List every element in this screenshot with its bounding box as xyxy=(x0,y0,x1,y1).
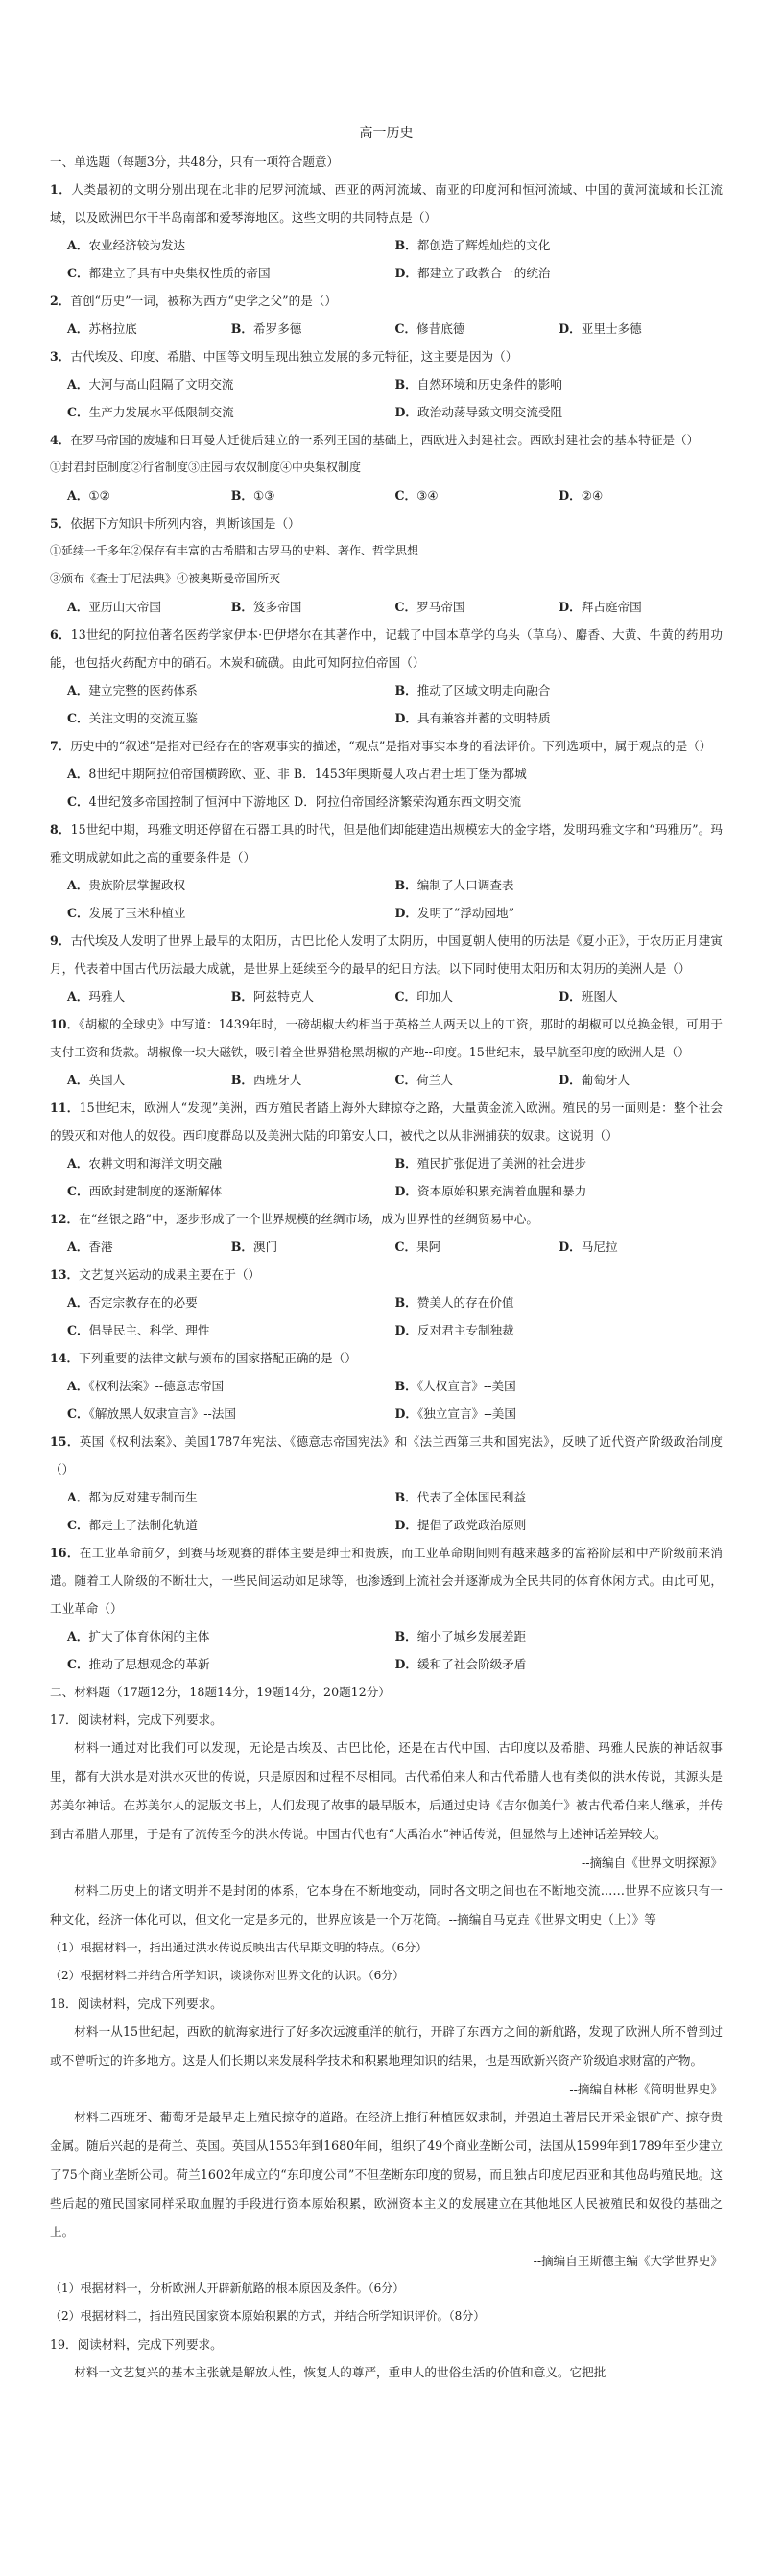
option-list xyxy=(50,315,723,343)
answer-option xyxy=(395,231,724,259)
option-letter: D． xyxy=(559,321,582,336)
q18-requirement-2: （2）根据材料二，指出殖民国家资本原始积累的方式，并结合所学知识评价。（8分） xyxy=(50,2309,486,2323)
answer-option xyxy=(67,676,395,704)
option-text: ②④ xyxy=(581,488,604,503)
answer-option xyxy=(395,871,724,899)
option-letter: B． xyxy=(394,1379,417,1393)
answer-option xyxy=(67,259,395,287)
option-text: 阿兹特克人 xyxy=(253,989,314,1004)
option-letter: B． xyxy=(394,878,417,892)
answer-option xyxy=(395,1066,559,1094)
answer-option xyxy=(67,899,395,927)
answer-option xyxy=(395,704,724,732)
option-text: 都建立了具有中央集权性质的帝国 xyxy=(88,266,271,280)
option-letter: A． xyxy=(67,989,89,1004)
option-text: 反对君主专制独裁 xyxy=(417,1323,514,1337)
q18-heading: 18．阅读材料，完成下列要求。 xyxy=(50,1997,223,2011)
option-letter: D． xyxy=(394,405,418,419)
question-stem xyxy=(50,343,723,370)
option-letter: B． xyxy=(394,1295,417,1310)
option-list xyxy=(50,1483,723,1539)
option-letter: B． xyxy=(230,1240,253,1254)
option-letter: A． xyxy=(67,1379,89,1393)
question-number: 12． xyxy=(50,1212,80,1226)
question-19 xyxy=(50,2330,723,2387)
answer-option xyxy=(559,593,723,621)
answer-option xyxy=(395,982,559,1010)
question-text: 在工业革命前夕，到赛马场观赛的群体主要是绅士和贵族，而工业革命期间则有越来越多的富裕阶层和中产阶级前来消遣。随着工人阶级的不断壮大，一些民间运动如足球等，也渗透到上流社会并逐渐成为全民共同的体育休闲方式。由此可见，工业革命（） xyxy=(50,1546,724,1616)
option-text: 殖民扩张促进了美洲的社会进步 xyxy=(416,1156,587,1170)
option-letter: A． xyxy=(67,321,89,336)
option-letter: D． xyxy=(559,600,582,614)
question-stem xyxy=(50,1010,723,1066)
answer-option xyxy=(559,1066,723,1094)
option-list xyxy=(50,593,723,621)
option-text: 《解放黑人奴隶宣言》--法国 xyxy=(88,1406,236,1421)
option-list xyxy=(50,871,723,927)
option-text: 香港 xyxy=(88,1240,113,1254)
option-list xyxy=(50,482,723,509)
option-list xyxy=(50,1372,723,1428)
answer-option xyxy=(67,1066,231,1094)
option-letter: B． xyxy=(230,600,253,614)
answer-option xyxy=(67,1372,395,1400)
option-text: ③④ xyxy=(416,488,439,503)
question-text: 15世纪末，欧洲人“发现”美洲，西方殖民者踏上海外大肆掠夺之路，大量黄金流入欧洲。殖民的另一面则是：整个社会的毁灭和对他人的奴役。西印度群岛以及美洲大陆的印第安人口，被代之以从非洲捕获的奴隶。这说明（） xyxy=(50,1100,723,1143)
question-number: 14． xyxy=(50,1351,80,1365)
option-text: 编制了人口调查表 xyxy=(416,878,514,892)
question-14 xyxy=(50,1344,723,1428)
option-letter: D． xyxy=(394,266,418,280)
option-text: 扩大了体育休闲的主体 xyxy=(88,1629,210,1643)
option-text: 亚里士多德 xyxy=(581,321,642,336)
question-text: 13世纪的阿拉伯著名医药学家伊本·巴伊塔尔在其著作中，记载了中国本草学的乌头（草乌）、麝香、大黄、牛黄的药用功能，也包括火药配方中的硝石。木炭和硫磺。由此可知阿拉伯帝国（） xyxy=(50,627,723,670)
q17-requirement-2: （2）根据材料二并结合所学知识，谈谈你对世界文化的认识。（6分） xyxy=(50,1969,405,1982)
question-stem xyxy=(50,1205,723,1233)
option-list xyxy=(50,676,723,732)
question-8 xyxy=(50,815,723,927)
option-letter: A． xyxy=(67,767,89,781)
answer-option xyxy=(395,1400,724,1428)
option-text: 罗马帝国 xyxy=(416,600,465,614)
question-number: 4． xyxy=(50,433,71,447)
option-letter: D． xyxy=(394,711,418,725)
option-letter: D． xyxy=(394,1657,418,1671)
option-letter: C． xyxy=(67,1406,89,1421)
question-number: 7． xyxy=(50,739,71,753)
option-text: 都建立了政教合一的统治 xyxy=(417,266,551,280)
option-letter: D． xyxy=(394,1518,418,1532)
answer-option xyxy=(559,982,723,1010)
option-text: 印加人 xyxy=(416,989,453,1004)
option-text: 缓和了社会阶级矛盾 xyxy=(417,1657,527,1671)
question-stem xyxy=(50,176,723,231)
q17-source-1: --摘编自《世界文明探源》 xyxy=(581,1855,723,1870)
question-6 xyxy=(50,621,723,732)
answer-option xyxy=(231,593,395,621)
option-letter: D． xyxy=(559,989,582,1004)
answer-option xyxy=(231,482,395,509)
option-letter: A． xyxy=(67,1156,89,1170)
question-text: 古代埃及、印度、希腊、中国等文明呈现出独立发展的多元特征，这主要是因为（） xyxy=(70,349,518,364)
option-letter: C． xyxy=(394,1073,417,1087)
option-text: 政治动荡导致文明交流受阻 xyxy=(417,405,563,419)
option-text: 澳门 xyxy=(253,1240,278,1254)
option-text: 西班牙人 xyxy=(253,1073,302,1087)
answer-option xyxy=(67,1483,395,1511)
answer-option xyxy=(67,1400,395,1428)
option-letter: C． xyxy=(67,1323,89,1337)
option-letter: C． xyxy=(394,321,417,336)
answer-option xyxy=(67,398,395,426)
option-letter: D． xyxy=(394,1323,418,1337)
option-letter: C． xyxy=(394,1240,417,1254)
answer-option xyxy=(395,1622,724,1650)
question-stem xyxy=(50,815,723,871)
question-text: 在罗马帝国的废墟和日耳曼人迁徙后建立的一系列王国的基础上，西欧进入封建社会。西欧封建社会的基本特征是（） xyxy=(70,433,700,447)
option-text: 资本原始积累充满着血腥和暴力 xyxy=(417,1184,587,1198)
option-letter: C． xyxy=(67,1518,89,1532)
question-number: 2． xyxy=(50,294,71,308)
option-text: 提倡了政党政治原则 xyxy=(417,1518,527,1532)
q18-material-2: 材料二西班牙、葡萄牙是最早走上殖民掠夺的道路。在经济上推行种植园奴隶制，并强迫土著居民开采金银矿产、掠夺贵金属。随后兴起的是荷兰、英国。英国从1553年到1680年间，组织了49个商业垄断公司，法国从1599年到1789年至少建立了75个商业垄断公司。荷兰1602年成立的“东印度公司”不但垄断东印度的贸易，而且独占印度尼西亚和其他岛屿殖民地。这些后起的殖民国家同样采取血腥的手段进行资本原始积累，欧洲资本主义的发展建立在其他地区人民被殖民和奴役的基础之上。 xyxy=(50,2110,723,2239)
answer-option xyxy=(67,482,231,509)
option-letter: D． xyxy=(559,488,582,503)
answer-option xyxy=(67,871,395,899)
option-letter: B． xyxy=(230,321,253,336)
option-text: 《独立宣言》--美国 xyxy=(417,1406,516,1421)
option-letter: B． xyxy=(230,989,253,1004)
question-5 xyxy=(50,509,723,621)
option-letter: C． xyxy=(67,405,89,419)
option-text: 赞美人的存在价值 xyxy=(416,1295,514,1310)
answer-option xyxy=(67,788,723,815)
question-text: 《胡椒的全球史》中写道：1439年时，一磅胡椒大约相当于英格兰人两天以上的工资，那时的胡椒可以兑换金银，可用于支付工资和货款。胡椒像一块大磁铁，吸引着全世界猎枪黑胡椒的产地--印度。15世纪末，最早航至印度的欧洲人是（） xyxy=(50,1017,723,1059)
question-stem xyxy=(50,426,723,454)
question-17 xyxy=(50,1706,723,1990)
option-list xyxy=(50,1066,723,1094)
question-text: 首创“历史”一词，被称为西方“史学之父”的是（） xyxy=(70,294,337,308)
option-letter: A． xyxy=(67,683,89,697)
option-letter: B． xyxy=(230,1073,253,1087)
question-12 xyxy=(50,1205,723,1261)
option-text: 倡导民主、科学、理性 xyxy=(88,1323,210,1337)
option-letter: C． xyxy=(67,266,89,280)
option-letter: C． xyxy=(394,600,417,614)
answer-option xyxy=(67,1511,395,1539)
option-text: 英国人 xyxy=(88,1073,126,1087)
q19-heading: 19．阅读材料，完成下列要求。 xyxy=(50,2337,223,2351)
question-stem xyxy=(50,1344,723,1372)
option-text: 农耕文明和海洋文明交融 xyxy=(88,1156,222,1170)
question-number: 11． xyxy=(50,1100,80,1115)
option-text: 发明了“浮动园地” xyxy=(417,906,515,920)
question-text: 下列重要的法律文献与颁布的国家搭配正确的是（） xyxy=(79,1351,357,1365)
answer-option xyxy=(395,1511,724,1539)
option-text: 西欧封建制度的逐渐解体 xyxy=(88,1184,223,1198)
option-letter: C． xyxy=(394,989,417,1004)
option-list xyxy=(50,370,723,426)
question-15 xyxy=(50,1428,723,1539)
answer-option xyxy=(67,760,723,788)
question-4 xyxy=(50,426,723,509)
answer-option xyxy=(67,704,395,732)
answer-option xyxy=(67,1233,231,1261)
option-text: 修昔底德 xyxy=(416,321,465,336)
answer-option xyxy=(67,1316,395,1344)
question-16 xyxy=(50,1539,723,1678)
option-text: 推动了区域文明走向融合 xyxy=(416,683,551,697)
answer-option xyxy=(67,1650,395,1678)
option-text: 果阿 xyxy=(416,1240,441,1254)
option-text: 贵族阶层掌握政权 xyxy=(88,878,186,892)
option-text: ①③ xyxy=(253,488,275,503)
answer-option xyxy=(67,231,395,259)
answer-option xyxy=(395,398,724,426)
answer-option xyxy=(395,1177,724,1205)
option-letter: A． xyxy=(67,238,89,252)
q18-source-2: --摘编自王斯德主编《大学世界史》 xyxy=(533,2254,723,2268)
option-text: 都走上了法制化轨道 xyxy=(88,1518,198,1532)
option-letter: A． xyxy=(67,1240,89,1254)
option-letter: B． xyxy=(394,1490,417,1504)
q17-material-1: 材料一通过对比我们可以发现，无论是古埃及、古巴比伦，还是在古代中国、古印度以及希腊、玛雅人民族的神话叙事里，都有大洪水是对洪水灭世的传说，只是原因和过程不尽相同。古代希伯来人和古代希腊人也有类似的洪水传说，其源头是苏美尔神话。在苏美尔人的泥版文书上，人们发现了故事的最早版本，后通过史诗《吉尔伽美什》被古代希伯来人继承，并传到古希腊人那里，于是有了流传至今的洪水传说。中国古代也有“大禹治水”神话传说，但显然与上述神话差异较大。 xyxy=(50,1740,723,1841)
question-extra-line: ③颁布《查士丁尼法典》④被奥斯曼帝国所灭 xyxy=(50,572,281,585)
question-stem xyxy=(50,927,723,982)
option-letter: D． xyxy=(394,1406,418,1421)
answer-option xyxy=(231,315,395,343)
answer-option xyxy=(395,593,559,621)
option-letter: C． xyxy=(67,906,89,920)
option-text: 班图人 xyxy=(581,989,618,1004)
q18-source-1: --摘编自林彬《简明世界史》 xyxy=(569,2082,723,2096)
option-letter: A． xyxy=(67,488,89,503)
question-number: 13． xyxy=(50,1267,80,1282)
answer-option xyxy=(559,1233,723,1261)
question-number: 6． xyxy=(50,627,71,642)
answer-option xyxy=(395,315,559,343)
answer-option xyxy=(67,1622,395,1650)
question-stem xyxy=(50,1094,723,1149)
option-letter: A． xyxy=(67,1629,89,1643)
question-3 xyxy=(50,343,723,426)
option-letter: B． xyxy=(394,1629,417,1643)
option-letter: D． xyxy=(559,1073,582,1087)
question-text: 在“丝银之路”中，逐步形成了一个世界规模的丝绸市场，成为世界性的丝绸贸易中心。 xyxy=(79,1212,538,1226)
option-text: 关注文明的交流互鉴 xyxy=(88,711,198,725)
question-stem xyxy=(50,1261,723,1288)
answer-option xyxy=(395,1149,724,1177)
option-text: 笈多帝国 xyxy=(253,600,302,614)
option-list xyxy=(50,982,723,1010)
question-number: 15． xyxy=(50,1434,80,1449)
question-stem xyxy=(50,1428,723,1483)
question-extra-line: ①封君封臣制度②行省制度③庄园与农奴制度④中央集权制度 xyxy=(50,461,362,474)
question-number: 9． xyxy=(50,934,71,948)
option-letter: A． xyxy=(67,1490,89,1504)
answer-option xyxy=(67,1288,395,1316)
answer-option xyxy=(395,899,724,927)
option-letter: B． xyxy=(230,488,253,503)
option-text: 缩小了城乡发展差距 xyxy=(416,1629,527,1643)
option-text: 生产力发展水平低限制交流 xyxy=(88,405,234,419)
question-7 xyxy=(50,732,723,815)
option-letter: D． xyxy=(559,1240,582,1254)
question-text: 15世纪中期，玛雅文明还停留在石器工具的时代，但是他们却能建造出规模宏大的金字塔，发明玛雅文字和“玛雅历”。玛雅文明成就如此之高的重要条件是（） xyxy=(50,822,724,864)
answer-option xyxy=(395,259,724,287)
question-stem xyxy=(50,621,723,676)
option-letter: C． xyxy=(67,1184,89,1198)
option-text: 《权利法案》--德意志帝国 xyxy=(88,1379,225,1393)
section-2-heading: 二、材料题（17题12分，18题14分，19题14分，20题12分） xyxy=(50,1685,391,1699)
question-11 xyxy=(50,1094,723,1205)
question-number: 10． xyxy=(50,1017,80,1031)
question-list xyxy=(50,176,723,1678)
question-9 xyxy=(50,927,723,1010)
option-letter: B． xyxy=(394,683,417,697)
question-text: 英国《权利法案》、美国1787年宪法、《德意志帝国宪法》和《法兰西第三共和国宪法》，反映了近代资产阶级政治制度（） xyxy=(50,1434,723,1477)
q18-material-1: 材料一从15世纪起，西欧的航海家进行了好多次远渡重洋的航行，开辟了东西方之间的新航路，发现了欧洲人所不曾到过或不曾听过的许多地方。这是人们长期以来发展科学技术和积累地理知识的结果，也是西欧新兴资产阶级追求财富的产物。 xyxy=(50,2024,723,2068)
question-number: 5． xyxy=(50,516,71,531)
option-text: 希罗多德 xyxy=(253,321,302,336)
option-letter: D． xyxy=(394,1184,418,1198)
question-extra-line: ①延续一千多年②保存有丰富的古希腊和古罗马的史料、著作、哲学思想 xyxy=(50,544,419,557)
answer-option xyxy=(395,676,724,704)
q19-material-1: 材料一文艺复兴的基本主张就是解放人性，恢复人的尊严，重申人的世俗生活的价值和意义。它把批 xyxy=(74,2365,606,2379)
question-number: 16． xyxy=(50,1546,80,1560)
option-letter: A． xyxy=(67,1073,89,1087)
question-stem xyxy=(50,509,723,537)
option-text: ①② xyxy=(88,488,110,503)
answer-option xyxy=(395,370,724,398)
answer-option xyxy=(231,1066,395,1094)
answer-option xyxy=(395,482,559,509)
answer-option xyxy=(67,1177,395,1205)
option-letter: C． xyxy=(67,711,89,725)
option-letter: B． xyxy=(394,238,417,252)
answer-option xyxy=(67,982,231,1010)
question-text: 古代埃及人发明了世界上最早的太阳历，古巴比伦人发明了太阴历，中国夏朝人使用的历法是《夏小正》，于农历正月建寅月，代表着中国古代历法最大成就，是世界上延续至今的最早的纪日方法。以下同时使用太阳历和太阴历的美洲人是（） xyxy=(50,934,724,976)
q17-material-2: 材料二历史上的诸文明并不是封闭的体系，它本身在不断地变动，同时各文明之间也在不断地交流……世界不应该只有一种文化，经济一体化可以，但文化一定是多元的，世界应该是一个万花筒。--摘编自马克垚《世界文明史（上）》等 xyxy=(50,1883,723,1926)
question-18 xyxy=(50,1990,723,2330)
q17-heading: 17．阅读材料，完成下列要求。 xyxy=(50,1713,223,1727)
question-10 xyxy=(50,1010,723,1094)
answer-option xyxy=(231,982,395,1010)
option-letter: C． xyxy=(67,794,89,809)
option-text: 8世纪中期阿拉伯帝国横跨欧、亚、非 B．1453年奥斯曼人攻占君士坦丁堡为都城 xyxy=(88,767,527,781)
option-list xyxy=(50,1622,723,1678)
question-number: 3． xyxy=(50,349,71,364)
question-stem xyxy=(50,732,723,760)
answer-option xyxy=(395,1316,724,1344)
option-list xyxy=(50,1233,723,1261)
question-1 xyxy=(50,176,723,287)
option-text: 都为反对建专制而生 xyxy=(88,1490,198,1504)
option-text: 荷兰人 xyxy=(416,1073,453,1087)
question-text: 文艺复兴运动的成果主要在于（） xyxy=(79,1267,261,1282)
option-text: 具有兼容并蓄的文明特质 xyxy=(417,711,551,725)
option-letter: A． xyxy=(67,377,89,391)
answer-option xyxy=(67,370,395,398)
answer-option xyxy=(395,1233,559,1261)
option-letter: A． xyxy=(67,600,89,614)
answer-option xyxy=(67,315,231,343)
option-text: 推动了思想观念的革新 xyxy=(88,1657,210,1671)
answer-option xyxy=(395,1483,724,1511)
answer-option xyxy=(231,1233,395,1261)
option-text: 都创造了辉煌灿烂的文化 xyxy=(416,238,551,252)
option-list xyxy=(50,231,723,287)
option-text: 发展了玉米种植业 xyxy=(88,906,186,920)
option-letter: A． xyxy=(67,878,89,892)
answer-option xyxy=(559,315,723,343)
option-text: 苏格拉底 xyxy=(88,321,137,336)
option-letter: A． xyxy=(67,1295,89,1310)
question-13 xyxy=(50,1261,723,1344)
option-list xyxy=(50,1149,723,1205)
option-letter: C． xyxy=(394,488,417,503)
answer-option xyxy=(559,482,723,509)
option-letter: B． xyxy=(394,1156,417,1170)
option-text: 农业经济较为发达 xyxy=(88,238,186,252)
option-letter: C． xyxy=(67,1657,89,1671)
option-text: 亚历山大帝国 xyxy=(88,600,161,614)
option-text: 否定宗教存在的必要 xyxy=(88,1295,198,1310)
option-text: 建立完整的医药体系 xyxy=(88,683,198,697)
option-text: 葡萄牙人 xyxy=(581,1073,630,1087)
option-list xyxy=(50,1288,723,1344)
question-text: 人类最初的文明分别出现在北非的尼罗河流域、西亚的两河流域、南亚的印度河和恒河流域、中国的黄河流域和长江流域，以及欧洲巴尔干半岛南部和爱琴海地区。这些文明的共同特点是（） xyxy=(50,182,724,225)
option-letter: D． xyxy=(394,906,418,920)
question-stem xyxy=(50,287,723,315)
answer-option xyxy=(67,593,231,621)
option-text: 《人权宣言》--美国 xyxy=(416,1379,516,1393)
exam-title: 高一历史 xyxy=(359,126,414,141)
option-text: 代表了全体国民利益 xyxy=(416,1490,527,1504)
question-stem xyxy=(50,1539,723,1622)
answer-option xyxy=(67,1149,395,1177)
question-number: 8． xyxy=(50,822,71,837)
question-2 xyxy=(50,287,723,343)
q18-requirement-1: （1）根据材料一，分析欧洲人开辟新航路的根本原因及条件。（6分） xyxy=(50,2281,405,2295)
option-text: 自然环境和历史条件的影响 xyxy=(416,377,562,391)
option-letter: B． xyxy=(394,377,417,391)
answer-option xyxy=(395,1650,724,1678)
q17-requirement-1: （1）根据材料一，指出通过洪水传说反映出古代早期文明的特点。（6分） xyxy=(50,1941,428,1954)
section-1-heading: 一、单选题（每题3分，共48分，只有一项符合题意） xyxy=(50,154,340,169)
option-list xyxy=(50,760,723,815)
option-text: 玛雅人 xyxy=(88,989,126,1004)
option-text: 拜占庭帝国 xyxy=(581,600,642,614)
option-text: 4世纪笈多帝国控制了恒河中下游地区 D．阿拉伯帝国经济繁荣沟通东西文明交流 xyxy=(88,794,521,809)
answer-option xyxy=(395,1288,724,1316)
question-text: 依据下方知识卡所列内容，判断该国是（） xyxy=(70,516,300,531)
option-text: 马尼拉 xyxy=(581,1240,618,1254)
question-number: 1． xyxy=(50,182,72,197)
answer-option xyxy=(395,1372,724,1400)
question-text: 历史中的“叙述”是指对已经存在的客观事实的描述，“观点”是指对事实本身的看法评价。下列选项中，属于观点的是（） xyxy=(70,739,712,753)
option-text: 大河与高山阻隔了文明交流 xyxy=(88,377,234,391)
